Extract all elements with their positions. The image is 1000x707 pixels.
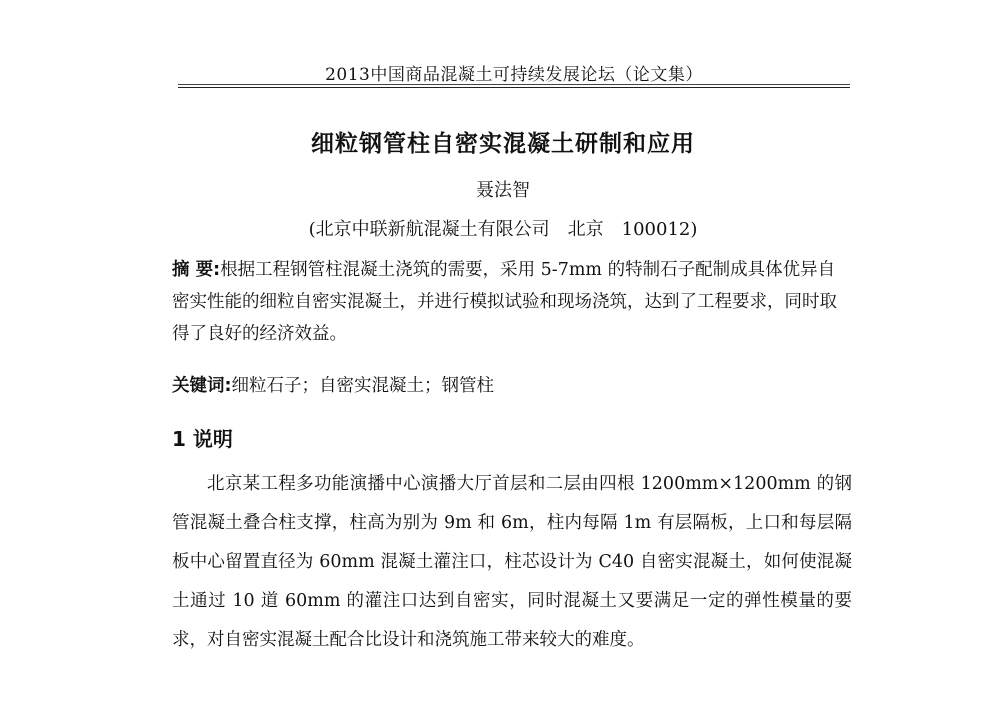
section-heading: 1 说明 <box>172 427 233 451</box>
running-header-text: 2013中国商品混凝土可持续发展论坛（论文集） <box>325 65 703 85</box>
header-rule <box>178 87 850 88</box>
author-name: 聂法智 <box>476 180 530 201</box>
paper-title: 细粒钢管柱自密实混凝土研制和应用 <box>311 131 695 157</box>
keywords-text: 细粒石子；自密实混凝土；钢管柱 <box>231 376 494 396</box>
abstract-text: 根据工程钢管柱混凝土浇筑的需要，采用 5-7mm 的特制石子配制成具体优异自密实性能的细粒自密实混凝土，并进行模拟试验和现场浇筑，达到了工程要求，同时取得了良好的经济效益。 <box>172 260 837 344</box>
section-paragraph: 北京某工程多功能演播中心演播大厅首层和二层由四根 1200mm×1200mm 的钢管混凝土叠合柱支撑，柱高为别为 9m 和 6m，柱内每隔 1m 有层隔板，上口和每层隔板中心留置直径为 60mm 混凝土灌注口，柱芯设计为 C40 自密实混凝土，如何使混凝土通过 10 道 60mm 的灌注口达到自密实，同时混凝土又要满足一定的弹性模量的要求，对自密实混凝土配合比设计和浇筑施工带来较大的难度。 <box>172 474 852 650</box>
running-header <box>178 58 850 92</box>
keywords <box>172 370 852 402</box>
keywords-label: 关键词: <box>172 376 232 396</box>
abstract-label: 摘 要: <box>172 260 221 280</box>
abstract <box>172 254 852 350</box>
author-affiliation: (北京中联新航混凝土有限公司 北京 100012) <box>308 219 698 240</box>
